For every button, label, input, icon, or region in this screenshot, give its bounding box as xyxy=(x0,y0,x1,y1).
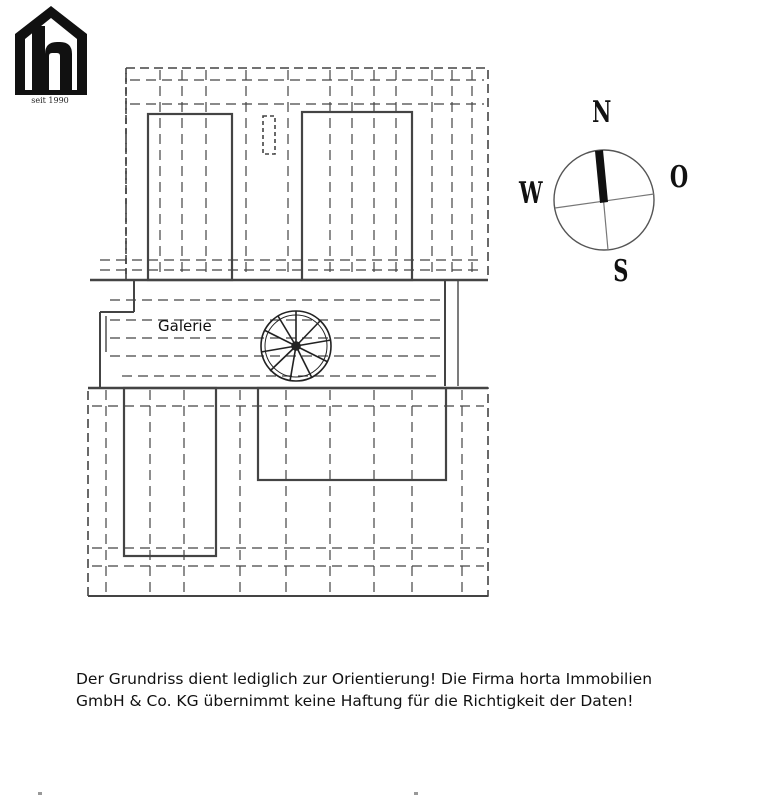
room-label-galerie: Galerie xyxy=(158,317,212,335)
compass-east-label: O xyxy=(669,160,689,195)
compass-south-label: S xyxy=(613,254,629,289)
spiral-staircase xyxy=(261,311,331,381)
lower-left-room xyxy=(124,388,216,556)
disclaimer-line-2: GmbH & Co. KG übernimmt keine Haftung für die Richtigkeit der Daten! xyxy=(76,692,634,710)
lower-block-outline xyxy=(88,388,488,596)
scan-speck xyxy=(414,792,418,795)
logo-tagline: seit 1990 xyxy=(31,96,69,105)
scan-speck xyxy=(38,792,42,795)
compass-north-label: N xyxy=(592,95,612,130)
compass-needle xyxy=(595,150,608,203)
lower-right-room xyxy=(258,388,446,480)
compass-west-label: W xyxy=(519,176,543,211)
upper-left-room xyxy=(148,114,232,280)
upper-block-outline xyxy=(126,68,488,280)
disclaimer-line-1: Der Grundriss dient lediglich zur Orientierung! Die Firma horta Immobilien xyxy=(76,670,653,688)
disclaimer-text xyxy=(76,668,736,712)
upper-small-box xyxy=(263,116,275,154)
compass-rose xyxy=(500,90,700,300)
